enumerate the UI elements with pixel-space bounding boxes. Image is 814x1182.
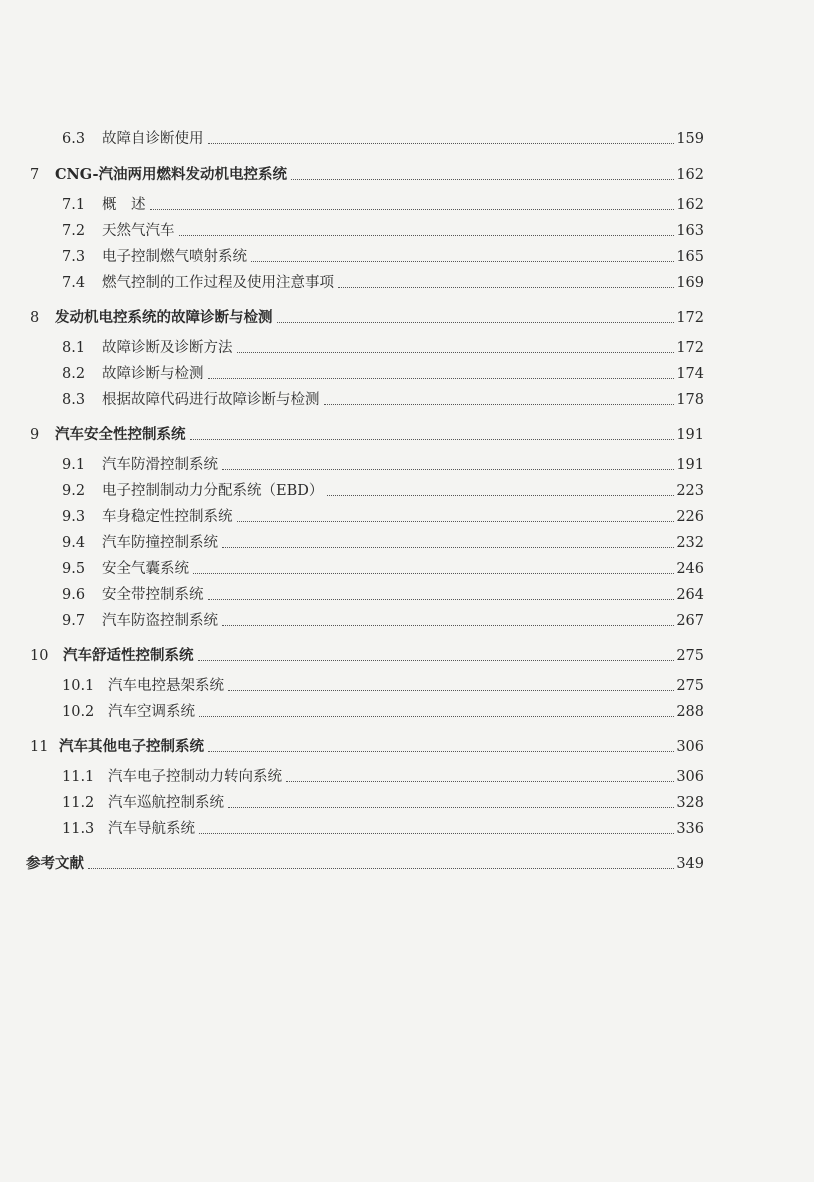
toc-chapter <box>30 639 704 665</box>
page-number: 159 <box>676 131 704 147</box>
page-number: 226 <box>676 509 704 525</box>
dot-leader <box>228 689 674 691</box>
dot-leader <box>199 715 674 717</box>
page-number: 328 <box>676 795 704 811</box>
toc-entry <box>62 812 704 838</box>
dot-leader <box>208 598 675 600</box>
page-number: 191 <box>676 457 704 473</box>
toc-entry <box>62 331 704 357</box>
dot-leader <box>190 438 675 440</box>
section-title: 汽车防盗控制系统 <box>102 613 218 629</box>
section-title: 天然气汽车 <box>102 223 175 239</box>
toc-entry <box>62 240 704 266</box>
section-number: 7.2 <box>62 223 86 239</box>
dot-leader <box>208 142 675 144</box>
dot-leader <box>179 234 675 236</box>
section-number: 11.1 <box>62 769 95 785</box>
page-number: 275 <box>676 648 704 664</box>
section-number: 8.1 <box>62 340 86 356</box>
toc-entry <box>62 357 704 383</box>
chapter-title: CNG-汽油两用燃料发动机电控系统 <box>55 166 287 183</box>
chapter-title: 汽车其他电子控制系统 <box>59 738 204 755</box>
page-number: 169 <box>676 275 704 291</box>
section-number: 9.1 <box>62 457 86 473</box>
section-number: 9.7 <box>62 613 86 629</box>
section-number: 8.2 <box>62 366 86 382</box>
page-number: 306 <box>676 739 704 755</box>
page-number: 191 <box>676 427 704 443</box>
dot-leader <box>277 321 675 323</box>
page-number: 336 <box>676 821 704 837</box>
section-number: 6.3 <box>62 131 86 147</box>
chapter-number: 9 <box>30 427 40 443</box>
toc-entry <box>62 214 704 240</box>
section-number: 11.3 <box>62 821 95 837</box>
page-number: 232 <box>676 535 704 551</box>
page-number: 275 <box>676 678 704 694</box>
chapter-title: 汽车舒适性控制系统 <box>63 647 194 664</box>
dot-leader <box>324 403 675 405</box>
toc-entry <box>62 188 704 214</box>
page-number: 223 <box>676 483 704 499</box>
chapter-title: 汽车安全性控制系统 <box>55 426 186 443</box>
toc-entry <box>62 474 704 500</box>
dot-leader <box>222 468 674 470</box>
page-number: 246 <box>676 561 704 577</box>
toc-chapter <box>30 730 704 756</box>
page-number: 163 <box>676 223 704 239</box>
section-number: 9.6 <box>62 587 86 603</box>
page-number: 178 <box>676 392 704 408</box>
section-title: 汽车巡航控制系统 <box>108 795 224 811</box>
dot-leader <box>338 286 674 288</box>
chapter-title: 发动机电控系统的故障诊断与检测 <box>55 309 273 326</box>
page-number: 162 <box>676 197 704 213</box>
section-number: 9.2 <box>62 483 86 499</box>
page-number: 172 <box>676 340 704 356</box>
toc-entry <box>62 552 704 578</box>
chapter-number: 11 <box>30 739 49 755</box>
toc-entry <box>62 526 704 552</box>
chapter-number: 8 <box>30 310 40 326</box>
page-number: 172 <box>676 310 704 326</box>
section-title: 故障自诊断使用 <box>102 131 204 147</box>
section-title: 概 述 <box>102 197 146 213</box>
section-title: 汽车空调系统 <box>108 704 195 720</box>
dot-leader <box>150 208 675 210</box>
section-number: 9.4 <box>62 535 86 551</box>
section-title: 汽车防滑控制系统 <box>102 457 218 473</box>
section-number: 9.3 <box>62 509 86 525</box>
section-title: 车身稳定性控制系统 <box>102 509 233 525</box>
toc-entry <box>62 786 704 812</box>
toc-entry <box>62 266 704 292</box>
dot-leader <box>222 546 674 548</box>
dot-leader <box>198 659 675 661</box>
toc-chapter <box>30 301 704 327</box>
toc-chapter <box>30 158 704 184</box>
references-title: 参考文献 <box>26 855 84 872</box>
section-title: 安全带控制系统 <box>102 587 204 603</box>
section-number: 11.2 <box>62 795 95 811</box>
toc-entry <box>62 695 704 721</box>
dot-leader <box>193 572 674 574</box>
toc-entry <box>62 669 704 695</box>
dot-leader <box>208 750 674 752</box>
section-number: 10.2 <box>62 704 95 720</box>
dot-leader <box>237 520 675 522</box>
toc-entry <box>62 122 704 148</box>
dot-leader <box>286 780 674 782</box>
section-title: 燃气控制的工作过程及使用注意事项 <box>102 275 334 291</box>
toc-entry <box>62 578 704 604</box>
section-number: 7.1 <box>62 197 86 213</box>
chapter-number: 10 <box>30 648 49 664</box>
dot-leader <box>327 494 674 496</box>
page-number: 165 <box>676 249 704 265</box>
toc-entry <box>62 383 704 409</box>
toc-chapter <box>30 418 704 444</box>
dot-leader <box>199 832 674 834</box>
dot-leader <box>222 624 674 626</box>
section-title: 故障诊断及诊断方法 <box>102 340 233 356</box>
section-title: 汽车电子控制动力转向系统 <box>108 769 282 785</box>
dot-leader <box>228 806 674 808</box>
dot-leader <box>237 351 675 353</box>
section-title: 故障诊断与检测 <box>102 366 204 382</box>
chapter-number: 7 <box>30 167 40 183</box>
dot-leader <box>251 260 674 262</box>
toc-entry <box>62 448 704 474</box>
section-title: 汽车导航系统 <box>108 821 195 837</box>
page-number: 174 <box>676 366 704 382</box>
page-number: 306 <box>676 769 704 785</box>
section-title: 根据故障代码进行故障诊断与检测 <box>102 392 320 408</box>
toc-references <box>26 847 704 873</box>
section-number: 8.3 <box>62 392 86 408</box>
section-title: 电子控制燃气喷射系统 <box>102 249 247 265</box>
section-title: 汽车防撞控制系统 <box>102 535 218 551</box>
page-number: 264 <box>676 587 704 603</box>
page-number: 349 <box>676 856 704 872</box>
section-title: 安全气囊系统 <box>102 561 189 577</box>
dot-leader <box>208 377 675 379</box>
dot-leader <box>88 867 674 869</box>
toc-entry <box>62 760 704 786</box>
section-number: 7.3 <box>62 249 86 265</box>
section-title: 汽车电控悬架系统 <box>108 678 224 694</box>
toc-entry <box>62 604 704 630</box>
page-number: 267 <box>676 613 704 629</box>
page-number: 162 <box>676 167 704 183</box>
section-number: 9.5 <box>62 561 86 577</box>
page-number: 288 <box>676 704 704 720</box>
section-number: 7.4 <box>62 275 86 291</box>
section-title: 电子控制制动力分配系统（EBD） <box>102 483 324 499</box>
toc-entry <box>62 500 704 526</box>
section-number: 10.1 <box>62 678 95 694</box>
dot-leader <box>291 178 674 180</box>
